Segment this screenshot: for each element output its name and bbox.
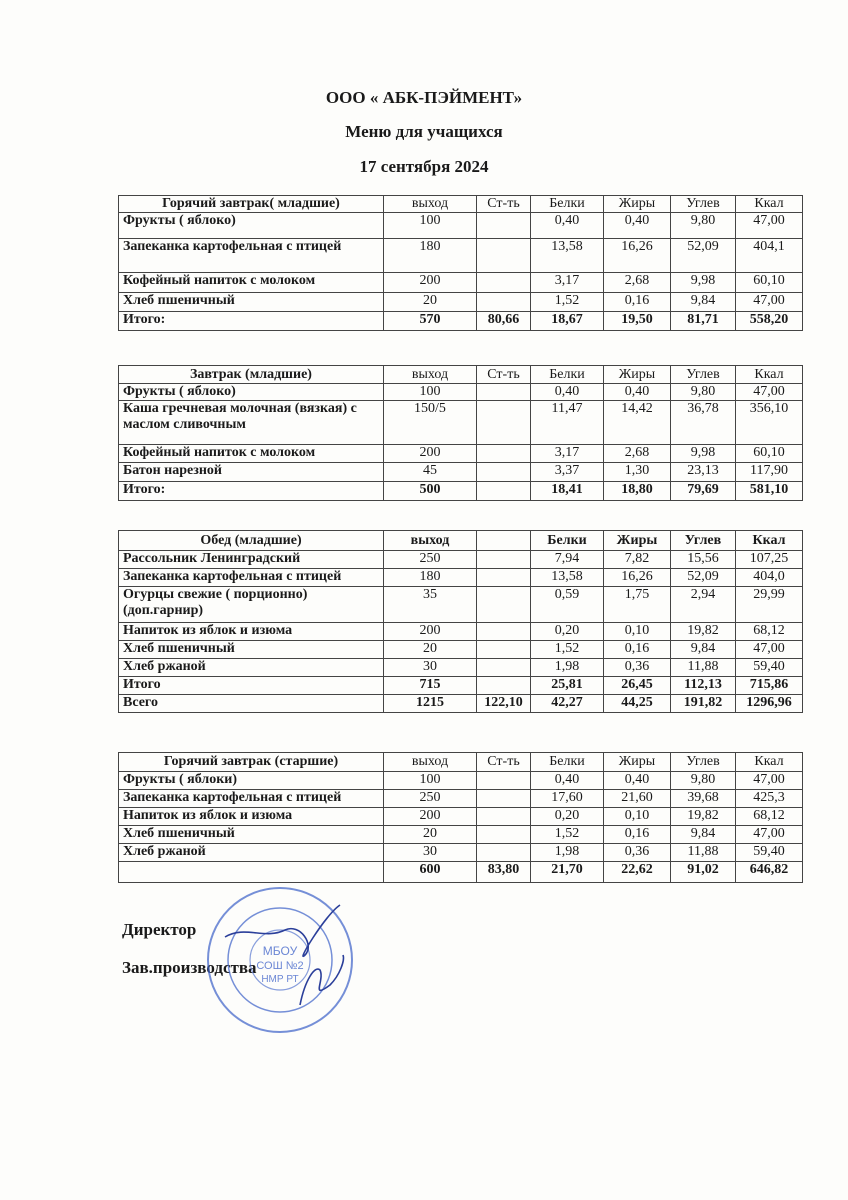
total-row: [119, 862, 803, 883]
dish-name-cell: Каша гречневая молочная (вязкая) с маслом сливочным: [119, 401, 384, 445]
value-cell: 30: [384, 844, 477, 862]
dish-name-cell: Хлеб ржаной: [119, 844, 384, 862]
value-cell: 13,58: [531, 569, 604, 587]
value-cell: 14,42: [604, 401, 671, 445]
value-cell: 35: [384, 587, 477, 623]
value-cell: 191,82: [671, 695, 736, 713]
total-row: [119, 482, 803, 501]
value-cell: Белки: [531, 531, 604, 551]
dish-name-cell: [119, 862, 384, 883]
value-cell: 100: [384, 384, 477, 401]
value-cell: 68,12: [736, 623, 803, 641]
value-cell: 68,12: [736, 808, 803, 826]
value-cell: 17,60: [531, 790, 604, 808]
dish-name-cell: Батон нарезной: [119, 463, 384, 482]
value-cell: 11,47: [531, 401, 604, 445]
dish-name-cell: Хлеб ржаной: [119, 659, 384, 677]
table-row: [119, 384, 803, 401]
value-cell: 81,71: [671, 312, 736, 331]
table-header-row: [119, 366, 803, 384]
value-cell: 22,62: [604, 862, 671, 883]
value-cell: Жиры: [604, 196, 671, 213]
value-cell: 2,68: [604, 445, 671, 463]
value-cell: Углев: [671, 531, 736, 551]
value-cell: 9,84: [671, 293, 736, 312]
value-cell: 0,16: [604, 293, 671, 312]
dish-name-cell: Обед (младшие): [119, 531, 384, 551]
table-row: [119, 463, 803, 482]
dish-name-cell: Горячий завтрак (старшие): [119, 753, 384, 772]
dish-name-cell: Кофейный напиток с молоком: [119, 273, 384, 293]
value-cell: 19,82: [671, 808, 736, 826]
value-cell: [477, 569, 531, 587]
value-cell: Ккал: [736, 753, 803, 772]
value-cell: 100: [384, 213, 477, 239]
value-cell: 59,40: [736, 659, 803, 677]
table-row: [119, 659, 803, 677]
value-cell: 0,36: [604, 844, 671, 862]
value-cell: 47,00: [736, 293, 803, 312]
value-cell: 0,40: [531, 772, 604, 790]
dish-name-cell: Фрукты ( яблоко): [119, 384, 384, 401]
value-cell: выход: [384, 196, 477, 213]
signature-production-head: [300, 955, 343, 1005]
value-cell: 9,98: [671, 273, 736, 293]
value-cell: 1,52: [531, 293, 604, 312]
dish-name-cell: Завтрак (младшие): [119, 366, 384, 384]
table-row: [119, 844, 803, 862]
value-cell: 1,98: [531, 844, 604, 862]
value-cell: 200: [384, 808, 477, 826]
value-cell: 112,13: [671, 677, 736, 695]
value-cell: 47,00: [736, 213, 803, 239]
value-cell: 47,00: [736, 772, 803, 790]
value-cell: 1215: [384, 695, 477, 713]
dish-name-cell: Фрукты ( яблоко): [119, 213, 384, 239]
value-cell: 25,81: [531, 677, 604, 695]
value-cell: 9,98: [671, 445, 736, 463]
table-row: [119, 401, 803, 445]
value-cell: 9,84: [671, 641, 736, 659]
value-cell: [477, 790, 531, 808]
value-cell: 7,94: [531, 551, 604, 569]
menu-title: Меню для учащихся: [345, 122, 503, 141]
value-cell: Ст-ть: [477, 753, 531, 772]
value-cell: 79,69: [671, 482, 736, 501]
dish-name-cell: Горячий завтрак( младшие): [119, 196, 384, 213]
value-cell: 100: [384, 772, 477, 790]
value-cell: 0,10: [604, 808, 671, 826]
value-cell: [477, 659, 531, 677]
value-cell: 42,27: [531, 695, 604, 713]
value-cell: 7,82: [604, 551, 671, 569]
value-cell: Углев: [671, 753, 736, 772]
dish-name-cell: Напиток из яблок и изюма: [119, 623, 384, 641]
table-row: [119, 772, 803, 790]
table-row: [119, 808, 803, 826]
dish-name-cell: Всего: [119, 695, 384, 713]
value-cell: 715: [384, 677, 477, 695]
value-cell: [477, 826, 531, 844]
value-cell: Ккал: [736, 531, 803, 551]
value-cell: 23,13: [671, 463, 736, 482]
table-row: [119, 790, 803, 808]
table-row: [119, 551, 803, 569]
value-cell: 91,02: [671, 862, 736, 883]
table-row: [119, 587, 803, 623]
total-row: [119, 695, 803, 713]
value-cell: 0,16: [604, 826, 671, 844]
value-cell: 180: [384, 569, 477, 587]
value-cell: 1,52: [531, 826, 604, 844]
value-cell: Углев: [671, 366, 736, 384]
value-cell: 0,20: [531, 623, 604, 641]
table-row: [119, 569, 803, 587]
value-cell: 581,10: [736, 482, 803, 501]
value-cell: Белки: [531, 366, 604, 384]
value-cell: 3,17: [531, 445, 604, 463]
dish-name-cell: Огурцы свежие ( порционно) (доп.гарнир): [119, 587, 384, 623]
value-cell: 0,20: [531, 808, 604, 826]
value-cell: 3,37: [531, 463, 604, 482]
value-cell: 0,36: [604, 659, 671, 677]
value-cell: 9,84: [671, 826, 736, 844]
value-cell: 0,10: [604, 623, 671, 641]
dish-name-cell: Напиток из яблок и изюма: [119, 808, 384, 826]
table-row: [119, 213, 803, 239]
value-cell: 18,67: [531, 312, 604, 331]
value-cell: 1296,96: [736, 695, 803, 713]
value-cell: Белки: [531, 753, 604, 772]
value-cell: 0,40: [604, 384, 671, 401]
dish-name-cell: Хлеб пшеничный: [119, 826, 384, 844]
value-cell: 29,99: [736, 587, 803, 623]
value-cell: 250: [384, 551, 477, 569]
value-cell: 9,80: [671, 384, 736, 401]
table-row: [119, 641, 803, 659]
value-cell: [477, 844, 531, 862]
value-cell: 1,30: [604, 463, 671, 482]
menu-table: [118, 752, 803, 883]
value-cell: [477, 401, 531, 445]
table-header-row: [119, 196, 803, 213]
value-cell: Углев: [671, 196, 736, 213]
production-head-label: Зав.производства: [122, 958, 257, 977]
table-row: [119, 293, 803, 312]
dish-name-cell: Запеканка картофельная с птицей: [119, 239, 384, 273]
value-cell: 0,40: [531, 384, 604, 401]
value-cell: [477, 677, 531, 695]
value-cell: 44,25: [604, 695, 671, 713]
value-cell: [477, 808, 531, 826]
value-cell: [477, 213, 531, 239]
value-cell: Ккал: [736, 366, 803, 384]
menu-table: [118, 365, 803, 501]
value-cell: 36,78: [671, 401, 736, 445]
value-cell: [477, 273, 531, 293]
value-cell: 18,41: [531, 482, 604, 501]
value-cell: 52,09: [671, 239, 736, 273]
director-label: Директор: [122, 920, 197, 939]
dish-name-cell: Рассольник Ленинградский: [119, 551, 384, 569]
value-cell: 21,60: [604, 790, 671, 808]
value-cell: выход: [384, 753, 477, 772]
dish-name-cell: Итого: [119, 677, 384, 695]
value-cell: 20: [384, 641, 477, 659]
table-header-row: [119, 753, 803, 772]
value-cell: 80,66: [477, 312, 531, 331]
value-cell: 47,00: [736, 826, 803, 844]
value-cell: Жиры: [604, 531, 671, 551]
dish-name-cell: Итого:: [119, 482, 384, 501]
value-cell: Ккал: [736, 196, 803, 213]
value-cell: 500: [384, 482, 477, 501]
value-cell: 200: [384, 273, 477, 293]
value-cell: 107,25: [736, 551, 803, 569]
value-cell: 2,94: [671, 587, 736, 623]
value-cell: 356,10: [736, 401, 803, 445]
value-cell: 1,98: [531, 659, 604, 677]
value-cell: [477, 587, 531, 623]
value-cell: Ст-ть: [477, 366, 531, 384]
value-cell: 250: [384, 790, 477, 808]
value-cell: 19,82: [671, 623, 736, 641]
table-row: [119, 239, 803, 273]
svg-text:СОШ №2: СОШ №2: [256, 960, 304, 972]
value-cell: 404,0: [736, 569, 803, 587]
dish-name-cell: Кофейный напиток с молоком: [119, 445, 384, 463]
value-cell: 200: [384, 623, 477, 641]
menu-date: 17 сентября 2024: [359, 157, 489, 176]
value-cell: 15,56: [671, 551, 736, 569]
value-cell: 646,82: [736, 862, 803, 883]
value-cell: 9,80: [671, 772, 736, 790]
value-cell: 16,26: [604, 569, 671, 587]
dish-name-cell: Фрукты ( яблоки): [119, 772, 384, 790]
value-cell: 1,52: [531, 641, 604, 659]
value-cell: 1,75: [604, 587, 671, 623]
value-cell: [477, 293, 531, 312]
total-row: [119, 677, 803, 695]
value-cell: 16,26: [604, 239, 671, 273]
organization-title: ООО « АБК-ПЭЙМЕНТ»: [325, 88, 523, 107]
dish-name-cell: Запеканка картофельная с птицей: [119, 569, 384, 587]
table-row: [119, 826, 803, 844]
dish-name-cell: Хлеб пшеничный: [119, 293, 384, 312]
value-cell: [477, 239, 531, 273]
value-cell: 11,88: [671, 844, 736, 862]
value-cell: 59,40: [736, 844, 803, 862]
value-cell: 26,45: [604, 677, 671, 695]
svg-text:НМР РТ: НМР РТ: [261, 974, 299, 985]
value-cell: выход: [384, 366, 477, 384]
dish-name-cell: Запеканка картофельная с птицей: [119, 790, 384, 808]
value-cell: 0,59: [531, 587, 604, 623]
value-cell: [477, 551, 531, 569]
value-cell: 0,40: [604, 213, 671, 239]
value-cell: 0,16: [604, 641, 671, 659]
value-cell: 404,1: [736, 239, 803, 273]
table-row: [119, 445, 803, 463]
dish-name-cell: Хлеб пшеничный: [119, 641, 384, 659]
value-cell: [477, 623, 531, 641]
value-cell: [477, 463, 531, 482]
menu-table: [118, 195, 803, 331]
table-row: [119, 623, 803, 641]
value-cell: 52,09: [671, 569, 736, 587]
value-cell: 18,80: [604, 482, 671, 501]
value-cell: 117,90: [736, 463, 803, 482]
value-cell: [477, 531, 531, 551]
total-row: [119, 312, 803, 331]
value-cell: 60,10: [736, 445, 803, 463]
value-cell: выход: [384, 531, 477, 551]
value-cell: [477, 482, 531, 501]
school-stamp: [205, 885, 355, 1035]
value-cell: 19,50: [604, 312, 671, 331]
value-cell: 715,86: [736, 677, 803, 695]
value-cell: 200: [384, 445, 477, 463]
value-cell: 180: [384, 239, 477, 273]
value-cell: 9,80: [671, 213, 736, 239]
value-cell: 45: [384, 463, 477, 482]
value-cell: 558,20: [736, 312, 803, 331]
value-cell: 2,68: [604, 273, 671, 293]
value-cell: 0,40: [531, 213, 604, 239]
value-cell: 60,10: [736, 273, 803, 293]
value-cell: 570: [384, 312, 477, 331]
value-cell: 13,58: [531, 239, 604, 273]
value-cell: Жиры: [604, 753, 671, 772]
value-cell: [477, 772, 531, 790]
value-cell: [477, 641, 531, 659]
value-cell: 30: [384, 659, 477, 677]
value-cell: 47,00: [736, 384, 803, 401]
value-cell: 83,80: [477, 862, 531, 883]
value-cell: 600: [384, 862, 477, 883]
svg-text:МБОУ: МБОУ: [262, 944, 298, 958]
value-cell: 20: [384, 293, 477, 312]
value-cell: 47,00: [736, 641, 803, 659]
value-cell: 20: [384, 826, 477, 844]
value-cell: 150/5: [384, 401, 477, 445]
value-cell: [477, 384, 531, 401]
value-cell: Ст-ть: [477, 196, 531, 213]
value-cell: 11,88: [671, 659, 736, 677]
value-cell: Жиры: [604, 366, 671, 384]
menu-table: [118, 530, 803, 713]
table-header-row: [119, 531, 803, 551]
value-cell: [477, 445, 531, 463]
value-cell: 425,3: [736, 790, 803, 808]
value-cell: 0,40: [604, 772, 671, 790]
dish-name-cell: Итого:: [119, 312, 384, 331]
value-cell: 39,68: [671, 790, 736, 808]
table-row: [119, 273, 803, 293]
value-cell: 3,17: [531, 273, 604, 293]
value-cell: 122,10: [477, 695, 531, 713]
value-cell: Белки: [531, 196, 604, 213]
value-cell: 21,70: [531, 862, 604, 883]
